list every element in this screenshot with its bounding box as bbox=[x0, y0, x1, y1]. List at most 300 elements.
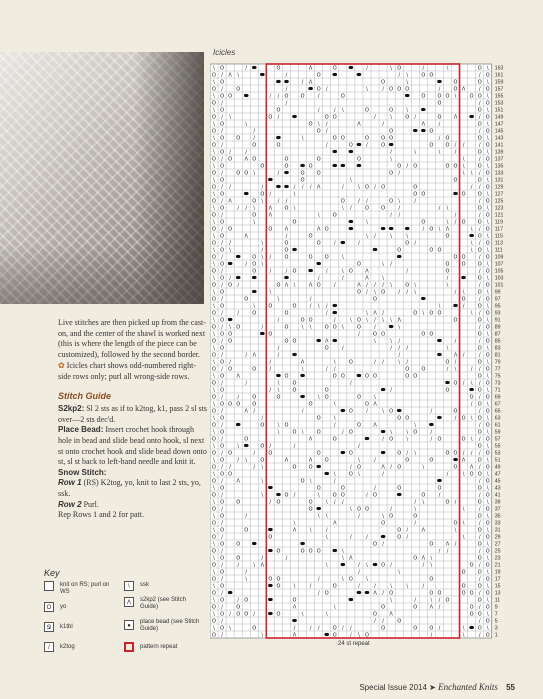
stitch-mark: \ bbox=[486, 457, 489, 464]
stitch-mark: O bbox=[445, 359, 450, 366]
stitch-mark: / bbox=[438, 86, 441, 93]
stitch-mark: / bbox=[237, 457, 240, 464]
bead-mark bbox=[437, 416, 442, 419]
top-margin bbox=[0, 0, 543, 52]
stitch-mark: / bbox=[390, 261, 392, 268]
stitch-mark: / bbox=[398, 338, 401, 345]
stitch-mark: O bbox=[397, 163, 402, 170]
stitch-mark: \ bbox=[229, 625, 231, 632]
stitch-mark: \ bbox=[325, 534, 328, 541]
stitch-mark: / bbox=[470, 366, 473, 373]
stitch-mark: / bbox=[366, 289, 368, 296]
stitch-mark: O bbox=[284, 254, 289, 261]
row-number: 79 bbox=[494, 359, 501, 366]
stitch-mark: \ bbox=[366, 86, 368, 93]
stitch-mark: \ bbox=[269, 289, 272, 296]
stitch-mark: O bbox=[365, 373, 369, 380]
stitch-mark: / bbox=[333, 478, 336, 485]
stitch-mark: O bbox=[220, 583, 225, 590]
stitch-mark: O bbox=[212, 156, 216, 163]
stitch-mark: Λ bbox=[421, 121, 426, 128]
stitch-mark: \ bbox=[438, 226, 441, 233]
issue-label: Special Issue 2014 bbox=[359, 683, 427, 692]
stitch-mark: \ bbox=[486, 359, 489, 366]
stitch-mark: \ bbox=[462, 632, 465, 639]
stitch-mark: \ bbox=[486, 303, 489, 310]
stitch-mark: O bbox=[373, 541, 377, 548]
stitch-mark: Λ bbox=[260, 562, 265, 569]
stitch-mark: O bbox=[220, 415, 225, 422]
row-number: 45 bbox=[494, 478, 501, 485]
stitch-mark: / bbox=[454, 541, 457, 548]
stitch-mark: Λ bbox=[333, 520, 337, 527]
stitch-mark: O bbox=[477, 247, 482, 254]
stitch-mark: O bbox=[405, 86, 410, 93]
stitch-mark: / bbox=[221, 212, 223, 219]
stitch-mark: / bbox=[398, 345, 401, 352]
key-yo-label: yo bbox=[60, 604, 67, 610]
stitch-mark: O bbox=[485, 632, 490, 639]
stitch-mark: \ bbox=[341, 205, 344, 212]
bead-mark bbox=[389, 227, 394, 230]
stitch-mark: \ bbox=[486, 387, 489, 394]
stitch-mark: O bbox=[485, 100, 490, 107]
stitch-mark: / bbox=[478, 618, 481, 625]
row-number: 151 bbox=[494, 107, 504, 114]
chart-note: ✿ Icicles chart shows odd-numbered right-side rows only; purl all wrong-side rows. bbox=[58, 361, 196, 381]
row-number: 75 bbox=[494, 373, 501, 380]
stitch-mark: O bbox=[324, 226, 329, 233]
stitch-mark: O bbox=[316, 415, 321, 422]
stitch-mark: \ bbox=[486, 163, 489, 170]
stitch-mark: O bbox=[244, 170, 249, 177]
bead-mark bbox=[341, 241, 346, 244]
stitch-mark: O bbox=[477, 569, 482, 576]
row-number: 23 bbox=[494, 555, 501, 562]
stitch-mark: O bbox=[477, 527, 482, 534]
stitch-mark: \ bbox=[213, 149, 215, 156]
stitch-mark: Λ bbox=[445, 226, 450, 233]
bead-mark bbox=[373, 248, 378, 251]
stitch-mark: \ bbox=[301, 324, 304, 331]
row-number: 53 bbox=[494, 450, 501, 457]
stitch-mark: / bbox=[374, 233, 376, 240]
stitch-mark: / bbox=[221, 352, 223, 359]
bead-mark bbox=[357, 73, 362, 76]
place-bead-definition: Place Bead: Insert crochet hook through hole in bead and slide bead onto hook, sl next st onto crochet hook and slide bead down onto st, sl st back to left-hand needle and knit it. bbox=[58, 425, 207, 467]
stitch-mark: / bbox=[261, 184, 264, 191]
stitch-mark: \ bbox=[470, 310, 473, 317]
bead-mark bbox=[292, 248, 297, 251]
stitch-mark: O bbox=[437, 114, 442, 121]
stitch-mark: \ bbox=[293, 205, 296, 212]
stitch-mark: O bbox=[485, 170, 490, 177]
stitch-mark: / bbox=[478, 156, 481, 163]
bead-mark bbox=[324, 472, 329, 475]
stitch-mark: O bbox=[220, 597, 225, 604]
bead-mark bbox=[244, 192, 249, 195]
stitch-mark: \ bbox=[213, 121, 215, 128]
row-number: 39 bbox=[494, 499, 501, 506]
stitch-mark: O bbox=[276, 107, 281, 114]
stitch-mark: / bbox=[325, 268, 328, 275]
stitch-mark: / bbox=[309, 296, 312, 303]
stitch-mark: \ bbox=[261, 632, 264, 639]
row-number: 35 bbox=[494, 513, 501, 520]
row-number: 99 bbox=[494, 289, 501, 296]
stitch-mark: \ bbox=[486, 233, 489, 240]
stitch-mark: / bbox=[358, 569, 360, 576]
stitch-mark: O bbox=[477, 65, 482, 72]
stitch-mark: O bbox=[429, 331, 434, 338]
stitch-mark: / bbox=[438, 604, 441, 611]
stitch-mark: O bbox=[405, 457, 410, 464]
bead-mark bbox=[332, 304, 337, 307]
stitch-mark: \ bbox=[486, 345, 489, 352]
stitch-mark: / bbox=[366, 142, 368, 149]
stitch-mark: O bbox=[373, 373, 377, 380]
stitch-mark: / bbox=[462, 352, 465, 359]
stitch-mark: \ bbox=[213, 415, 215, 422]
row-number: 57 bbox=[494, 436, 501, 443]
stitch-mark: O bbox=[461, 296, 466, 303]
stitch-mark: \ bbox=[470, 170, 473, 177]
stitch-mark: Λ bbox=[244, 408, 248, 415]
stitch-mark: \ bbox=[350, 317, 352, 324]
stitch-mark: O bbox=[485, 352, 490, 359]
stitch-mark: \ bbox=[414, 450, 417, 457]
stitch-mark: O bbox=[268, 114, 273, 121]
stitch-mark: O bbox=[316, 450, 321, 457]
stitch-mark: O bbox=[485, 226, 490, 233]
stitch-mark: O bbox=[445, 450, 450, 457]
stitch-mark: \ bbox=[462, 506, 465, 513]
stitch-mark: \ bbox=[406, 436, 409, 443]
stitch-mark: \ bbox=[486, 121, 489, 128]
stitch-mark: O bbox=[252, 394, 257, 401]
stitch-mark: O bbox=[244, 611, 249, 618]
row-number: 19 bbox=[494, 569, 501, 576]
stitch-mark: O bbox=[212, 100, 216, 107]
stitch-mark: O bbox=[445, 268, 450, 275]
stitch-mark: O bbox=[220, 485, 225, 492]
stitch-mark: / bbox=[301, 184, 304, 191]
stitch-mark: O bbox=[212, 366, 216, 373]
stitch-mark: O bbox=[461, 254, 466, 261]
stitch-mark: O bbox=[413, 184, 418, 191]
stitch-mark: / bbox=[221, 464, 223, 471]
bead-mark bbox=[341, 451, 346, 454]
stitch-mark: O bbox=[340, 198, 345, 205]
stitch-mark: \ bbox=[382, 513, 384, 520]
stitch-mark: O bbox=[332, 583, 337, 590]
stitch-mark: \ bbox=[325, 611, 328, 618]
stitch-mark: \ bbox=[446, 65, 449, 72]
key-s2kp2-label: s2kp2 (see Stitch Guide) bbox=[140, 597, 187, 610]
bead-mark bbox=[316, 507, 321, 510]
stitch-mark: / bbox=[333, 240, 336, 247]
bead-mark bbox=[429, 423, 434, 426]
stitch-mark: O bbox=[477, 541, 482, 548]
stitch-mark: \ bbox=[414, 149, 417, 156]
stitch-mark: \ bbox=[253, 219, 256, 226]
bead-mark bbox=[300, 542, 305, 545]
stitch-mark: O bbox=[220, 219, 225, 226]
stitch-mark: O bbox=[477, 485, 482, 492]
stitch-mark: O bbox=[220, 289, 225, 296]
stitch-mark: O bbox=[332, 212, 337, 219]
stitch-mark: / bbox=[390, 345, 392, 352]
stitch-mark: O bbox=[260, 457, 265, 464]
stitch-mark: \ bbox=[229, 247, 231, 254]
stitch-mark: Λ bbox=[308, 79, 313, 86]
stitch-mark: Λ bbox=[284, 282, 289, 289]
stitch-mark: O bbox=[477, 625, 482, 632]
key-ssk-label: ssk bbox=[140, 582, 149, 588]
stitch-mark: O bbox=[308, 499, 313, 506]
stitch-mark: / bbox=[245, 65, 248, 72]
stitch-mark: \ bbox=[486, 191, 489, 198]
stitch-mark: / bbox=[350, 534, 352, 541]
stitch-mark: O bbox=[316, 86, 321, 93]
row-number: 141 bbox=[494, 142, 504, 149]
stitch-mark: O bbox=[405, 366, 410, 373]
bead-mark bbox=[421, 297, 426, 300]
stitch-mark: \ bbox=[341, 107, 344, 114]
stitch-mark: \ bbox=[358, 184, 360, 191]
row-number: 17 bbox=[494, 576, 501, 583]
row-number: 115 bbox=[494, 233, 504, 240]
stitch-mark: O bbox=[405, 114, 410, 121]
row-number: 43 bbox=[494, 485, 501, 492]
stitch-mark: O bbox=[292, 219, 297, 226]
row-number: 83 bbox=[494, 345, 501, 352]
knit-symbol-icon bbox=[44, 581, 54, 591]
stitch-mark: / bbox=[374, 184, 376, 191]
stitch-mark: \ bbox=[301, 611, 304, 618]
stitch-mark: O bbox=[381, 205, 386, 212]
stitch-mark: \ bbox=[213, 317, 215, 324]
stitch-mark: \ bbox=[213, 541, 215, 548]
stitch-mark: O bbox=[220, 107, 225, 114]
stitch-mark: O bbox=[381, 79, 386, 86]
stitch-mark: O bbox=[373, 492, 377, 499]
stitch-mark: O bbox=[292, 387, 297, 394]
row-number: 9 bbox=[494, 604, 498, 611]
stitch-mark: O bbox=[284, 156, 289, 163]
stitch-mark: \ bbox=[390, 114, 392, 121]
stitch-mark: O bbox=[316, 548, 321, 555]
stitch-mark: Λ bbox=[397, 317, 401, 324]
stitch-mark: O bbox=[220, 191, 225, 198]
stitch-mark: / bbox=[478, 394, 481, 401]
bead-mark bbox=[268, 598, 273, 601]
stitch-mark: O bbox=[381, 289, 386, 296]
stitch-mark: / bbox=[366, 198, 368, 205]
stitch-mark: / bbox=[414, 597, 417, 604]
row-number: 143 bbox=[494, 135, 504, 142]
stitch-mark: / bbox=[478, 534, 481, 541]
bead-mark bbox=[373, 563, 378, 566]
bead-mark bbox=[268, 178, 273, 181]
stitch-mark: O bbox=[212, 184, 216, 191]
stitch-mark: O bbox=[236, 324, 241, 331]
stitch-mark: O bbox=[381, 562, 386, 569]
stitch-mark: O bbox=[220, 555, 225, 562]
stitch-mark: \ bbox=[462, 289, 465, 296]
stitch-mark: Λ bbox=[381, 464, 385, 471]
stitch-mark: / bbox=[406, 359, 409, 366]
stitch-mark: \ bbox=[470, 380, 473, 387]
stitch-mark: \ bbox=[317, 394, 320, 401]
stitch-mark: / bbox=[221, 520, 223, 527]
stitch-mark: / bbox=[261, 555, 264, 562]
row-number: 61 bbox=[494, 422, 501, 429]
stitch-mark: O bbox=[212, 268, 216, 275]
stitch-mark: / bbox=[269, 499, 272, 506]
stitch-mark: \ bbox=[454, 527, 457, 534]
stitch-mark: / bbox=[277, 170, 280, 177]
stitch-mark: O bbox=[485, 282, 490, 289]
stitch-mark: O bbox=[212, 548, 216, 555]
stitch-mark: O bbox=[284, 93, 289, 100]
stitch-mark: O bbox=[236, 611, 241, 618]
bead-mark bbox=[332, 339, 337, 342]
stitch-mark: O bbox=[453, 450, 458, 457]
stitch-mark: \ bbox=[486, 317, 489, 324]
stitch-mark: \ bbox=[366, 233, 368, 240]
stitch-mark: / bbox=[478, 100, 481, 107]
stitch-mark: / bbox=[366, 408, 368, 415]
stitch-mark: / bbox=[454, 499, 457, 506]
row-number: 49 bbox=[494, 464, 501, 471]
stitch-mark: / bbox=[221, 114, 223, 121]
stitch-mark: / bbox=[414, 499, 417, 506]
row-number: 97 bbox=[494, 296, 501, 303]
stitch-mark: \ bbox=[422, 310, 425, 317]
stitch-mark: O bbox=[453, 464, 458, 471]
stitch-mark: O bbox=[220, 177, 225, 184]
stitch-mark: / bbox=[478, 380, 481, 387]
stitch-mark: O bbox=[469, 604, 474, 611]
row-number: 95 bbox=[494, 303, 501, 310]
stitch-mark: / bbox=[382, 436, 384, 443]
stitch-mark: O bbox=[445, 142, 450, 149]
stitch-mark: O bbox=[212, 128, 216, 135]
stitch-mark: / bbox=[245, 205, 248, 212]
stitch-mark: O bbox=[332, 492, 337, 499]
stitch-mark: / bbox=[478, 310, 481, 317]
stitch-mark: Λ bbox=[236, 478, 240, 485]
stitch-mark: / bbox=[221, 576, 223, 583]
stitch-mark: / bbox=[446, 548, 449, 555]
stitch-mark: / bbox=[237, 310, 240, 317]
snow-row-2: Row 2 Purl. bbox=[58, 499, 99, 509]
stitch-mark: O bbox=[477, 359, 482, 366]
stitch-mark: \ bbox=[374, 394, 376, 401]
stitch-mark: \ bbox=[253, 205, 256, 212]
stitch-mark: O bbox=[212, 492, 216, 499]
row-number: 131 bbox=[494, 177, 504, 184]
stitch-mark: / bbox=[438, 625, 441, 632]
stitch-mark: \ bbox=[382, 408, 384, 415]
bead-mark bbox=[381, 430, 386, 433]
stitch-mark: / bbox=[229, 184, 231, 191]
stitch-mark: / bbox=[253, 464, 256, 471]
stitch-mark: O bbox=[461, 583, 466, 590]
stitch-mark: O bbox=[300, 177, 305, 184]
flower-bullet-icon: ✿ bbox=[58, 361, 65, 371]
row-number: 13 bbox=[494, 590, 501, 597]
stitch-mark: O bbox=[220, 163, 225, 170]
stitch-mark: \ bbox=[438, 303, 441, 310]
stitch-mark: / bbox=[374, 359, 376, 366]
stitch-mark: O bbox=[365, 107, 369, 114]
stitch-mark: O bbox=[252, 254, 257, 261]
stitch-mark: Λ bbox=[308, 457, 313, 464]
stitch-mark: O bbox=[212, 114, 216, 121]
stitch-mark: / bbox=[333, 422, 336, 429]
bead-mark bbox=[349, 220, 354, 223]
stitch-mark: \ bbox=[213, 373, 215, 380]
stitch-mark: / bbox=[382, 121, 384, 128]
stitch-mark: O bbox=[365, 632, 369, 639]
stitch-mark: / bbox=[229, 611, 231, 618]
stitch-mark: \ bbox=[462, 534, 465, 541]
stitch-mark: O bbox=[477, 443, 482, 450]
stitch-mark: O bbox=[477, 275, 482, 282]
stitch-mark: / bbox=[269, 443, 272, 450]
stitch-mark: \ bbox=[430, 597, 433, 604]
stitch-mark: O bbox=[477, 373, 482, 380]
stitch-mark: / bbox=[414, 198, 417, 205]
row-number: 87 bbox=[494, 331, 501, 338]
stitch-mark: \ bbox=[486, 513, 489, 520]
stitch-mark: \ bbox=[486, 401, 489, 408]
row-number: 119 bbox=[494, 219, 504, 226]
bead-mark bbox=[292, 115, 297, 118]
stitch-mark: O bbox=[485, 296, 490, 303]
stitch-mark: O bbox=[477, 387, 482, 394]
stitch-mark: / bbox=[221, 380, 223, 387]
stitch-mark: O bbox=[485, 590, 490, 597]
stitch-mark: \ bbox=[390, 282, 392, 289]
stitch-mark: / bbox=[317, 93, 320, 100]
stitch-mark: Λ bbox=[461, 86, 466, 93]
stitch-mark: O bbox=[260, 163, 265, 170]
row-number: 155 bbox=[494, 93, 504, 100]
stitch-mark: / bbox=[478, 114, 481, 121]
bead-mark bbox=[421, 108, 426, 111]
stitch-mark: O bbox=[477, 121, 482, 128]
stitch-mark: Λ bbox=[308, 65, 313, 72]
stitch-mark: O bbox=[477, 317, 482, 324]
stitch-mark: O bbox=[212, 534, 216, 541]
stitch-mark: O bbox=[461, 415, 466, 422]
stitch-mark: O bbox=[477, 191, 482, 198]
stitch-mark: Λ bbox=[429, 604, 434, 611]
stitch-mark: / bbox=[358, 331, 360, 338]
stitch-mark: / bbox=[414, 520, 417, 527]
row-number: 109 bbox=[494, 254, 504, 261]
stitch-mark: \ bbox=[390, 156, 392, 163]
bead-mark bbox=[284, 185, 289, 188]
bead-mark bbox=[389, 143, 394, 146]
bead-mark bbox=[276, 80, 281, 83]
stitch-mark: \ bbox=[350, 506, 352, 513]
stitch-mark: / bbox=[478, 632, 481, 639]
bead-mark bbox=[308, 87, 313, 90]
